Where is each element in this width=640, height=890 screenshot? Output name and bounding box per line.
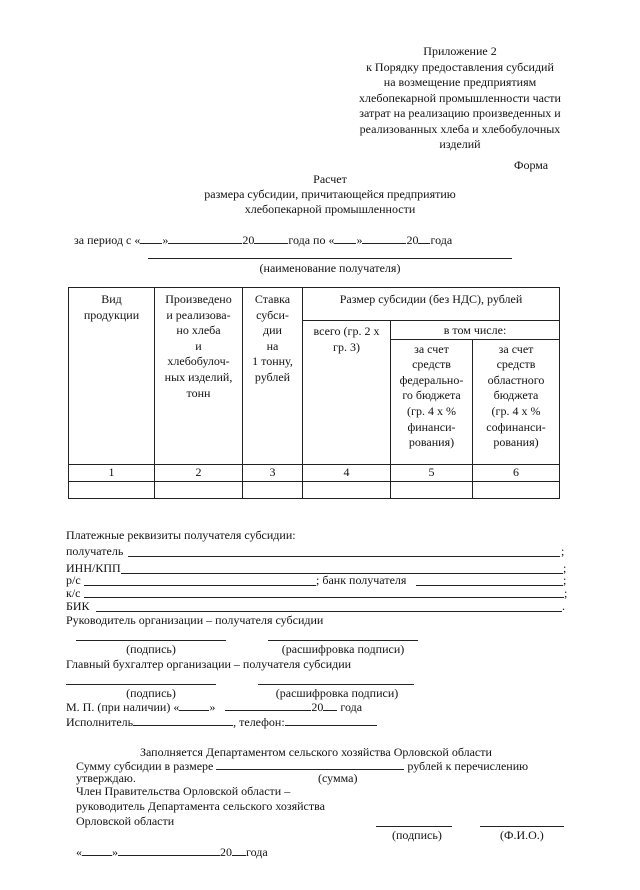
column-number: 4 — [303, 464, 391, 481]
appendix-line: хлебопекарной промышленности части — [359, 90, 561, 105]
decode-caption: (расшифровка подписи) — [275, 686, 399, 700]
size-header: Размер субсидии (без НДС), рублей — [303, 288, 560, 321]
member-line-3: Орловской области — [76, 814, 175, 828]
appendix-block — [345, 44, 575, 153]
title-line-2: размера субсидии, причитающейся предприятию — [204, 187, 456, 201]
bank-field[interactable] — [416, 585, 563, 586]
semicolon: ; — [563, 573, 567, 587]
col-regional-header: за счет средств областного бюджета (гр. 4 х % софинанси- рования) — [473, 339, 560, 464]
table-row — [69, 481, 560, 498]
semicolon: ; — [561, 544, 565, 558]
rs-field[interactable] — [84, 585, 316, 586]
semicolon: ; — [564, 586, 568, 600]
recipient-label: получатель — [66, 544, 124, 558]
recipient-name-line — [148, 258, 512, 259]
head-label: Руководитель организации – получателя субсидии — [66, 613, 324, 627]
form-label: Форма — [514, 158, 549, 172]
signature-caption: (подпись) — [126, 686, 176, 700]
col-rate-header: Ставка субси- дии на 1 тонну, рублей — [243, 288, 303, 465]
department-date-line: « » 20 года — [76, 845, 268, 859]
executor-line: Исполнитель , телефон: — [66, 715, 377, 730]
period-line: за период с « » 20 года по « » 20 года — [74, 233, 453, 247]
approve-text: утверждаю. — [76, 771, 136, 785]
column-number: 5 — [391, 464, 473, 481]
ks-field[interactable] — [84, 597, 564, 598]
appendix-line: на возмещение предприятиям — [383, 75, 537, 89]
bik-field[interactable] — [96, 611, 562, 612]
col-product-type-header: Вид продукции — [69, 288, 155, 465]
recipient-field[interactable] — [128, 556, 560, 557]
inn-label: ИНН/КПП — [66, 561, 121, 575]
semicolon: ; — [563, 561, 567, 575]
accountant-label: Главный бухгалтер организации – получателя субсидии — [66, 657, 352, 671]
signature-caption: (подпись) — [392, 828, 442, 842]
appendix-line: к Порядку предоставления субсидий — [366, 59, 554, 74]
bik-label: БИК — [66, 599, 90, 613]
decode-caption: (расшифровка подписи) — [281, 642, 405, 656]
appendix-line: Приложение 2 — [423, 44, 497, 58]
ks-label: к/с — [66, 586, 81, 600]
signature-caption: (подпись) — [126, 642, 176, 656]
column-number: 3 — [243, 464, 303, 481]
fio-caption: (Ф.И.О.) — [500, 828, 544, 842]
member-line-2: руководитель Департамента сельского хозяйства — [76, 799, 325, 813]
department-signature-field[interactable] — [376, 826, 452, 827]
recipient-caption: (наименование получателя) — [259, 261, 401, 275]
table-cell[interactable] — [155, 481, 243, 498]
table-cell[interactable] — [69, 481, 155, 498]
head-decode-field[interactable] — [268, 640, 418, 641]
col-produced-header: Произведено и реализова- но хлеба и хлебобулоч- ных изделий, тонн — [155, 288, 243, 465]
col-total-header: всего (гр. 2 х гр. 3) — [303, 321, 391, 465]
head-signature-field[interactable] — [76, 640, 226, 641]
requisites-heading: Платежные реквизиты получателя субсидии: — [66, 528, 296, 542]
table-cell[interactable] — [391, 481, 473, 498]
including-header: в том числе: — [391, 321, 560, 340]
column-number: 1 — [69, 464, 155, 481]
sum-caption: (сумма) — [318, 771, 358, 785]
column-numbers-row — [69, 464, 560, 481]
column-number: 2 — [155, 464, 243, 481]
subsidy-table — [68, 287, 560, 499]
dot: . — [562, 599, 565, 613]
stamp-date-line: М. П. (при наличии) « » 20 года — [66, 700, 363, 714]
department-fio-field[interactable] — [480, 826, 564, 827]
column-number: 6 — [473, 464, 560, 481]
department-heading: Заполняется Департаментом сельского хозяйства Орловской области — [140, 745, 492, 759]
accountant-decode-field[interactable] — [258, 684, 414, 685]
table-cell[interactable] — [303, 481, 391, 498]
appendix-line: изделий — [439, 137, 481, 151]
accountant-signature-field[interactable] — [66, 684, 216, 685]
member-line-1: Член Правительства Орловской области – — [76, 784, 291, 798]
rs-label: р/с — [66, 573, 81, 587]
col-federal-header: за счет средств федерально- го бюджета (гр. 4 х % финанси- рования) — [391, 339, 473, 464]
table-cell[interactable] — [473, 481, 560, 498]
appendix-line: реализованных хлеба и хлебобулочных — [359, 121, 561, 136]
title-line-1: Расчет — [313, 172, 347, 186]
bank-label: ; банк получателя — [316, 573, 407, 587]
sum-line: Сумму субсидии в размере рублей к перечислению — [76, 759, 529, 773]
appendix-line: затрат на реализацию произведенных и — [359, 106, 561, 120]
table-cell[interactable] — [243, 481, 303, 498]
title-line-3: хлебопекарной промышленности — [244, 202, 416, 216]
